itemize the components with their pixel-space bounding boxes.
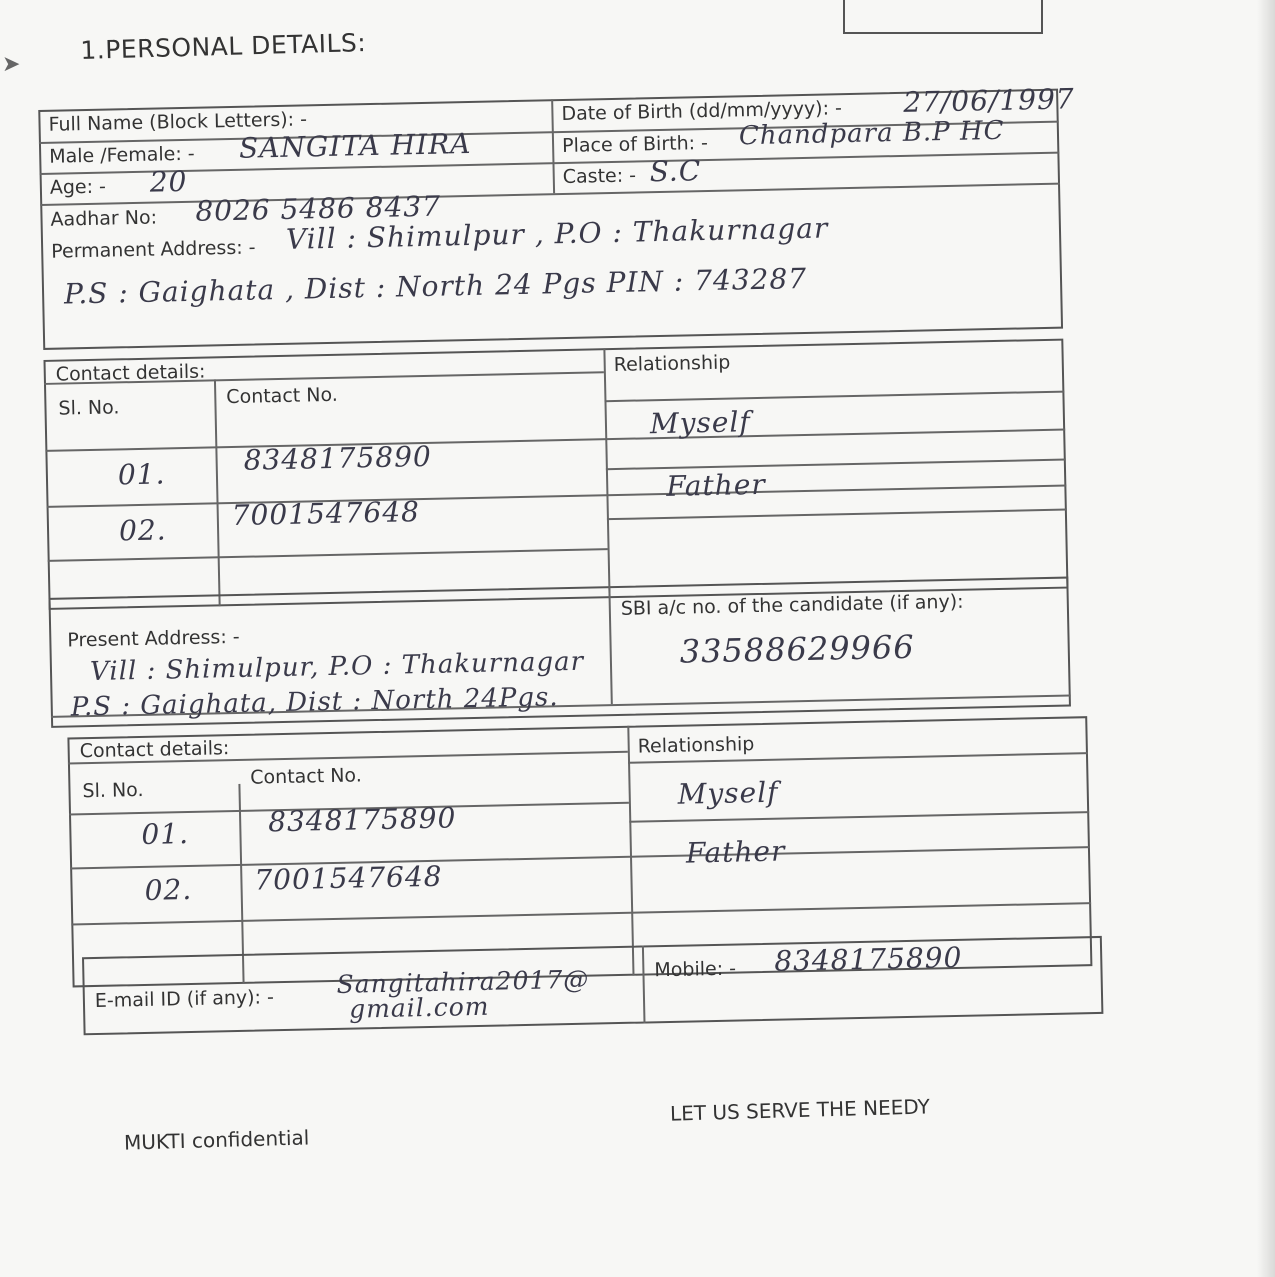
row2-relationship-2: Father	[685, 834, 786, 870]
col-sl-1: Sl. No.	[58, 396, 120, 420]
full-name-label: Full Name (Block Letters): -	[48, 108, 308, 136]
aadhar-label: Aadhar No:	[50, 206, 158, 231]
footer-left: MUKTI confidential	[123, 1125, 310, 1155]
sbi-label: SBI a/c no. of the candidate (if any):	[620, 590, 964, 620]
caste-label: Caste: -	[562, 164, 637, 189]
row1-relationship-2: Myself	[677, 775, 779, 811]
page-edge-shadow	[1257, 0, 1275, 1277]
col-relationship-1: Relationship	[613, 351, 731, 376]
row2-sl: 02.	[118, 513, 167, 548]
perm-address-line2: P.S : Gaighata , Dist : North 24 Pgs PIN : 743287	[63, 261, 808, 311]
email-value-line1: Sangitahira2017@	[336, 964, 590, 999]
personal-details-form	[38, 76, 1103, 1043]
row2-sl-2: 02.	[144, 872, 193, 907]
row1-relationship: Myself	[649, 405, 752, 441]
row1-contact-2: 8348175890	[267, 801, 457, 839]
present-address-line2: P.S : Gaighata, Dist : North 24Pgs.	[70, 682, 559, 723]
age-label: Age: -	[49, 175, 107, 199]
pob-label: Place of Birth: -	[561, 131, 709, 158]
col-contact-1: Contact No.	[226, 383, 339, 409]
row2-contact-2: 7001547648	[254, 859, 443, 897]
dob-value: 27/06/1997	[902, 82, 1075, 119]
present-address-label: Present Address: -	[67, 625, 240, 652]
row1-sl: 01.	[117, 457, 166, 492]
name-value: SANGITA HIRA	[238, 126, 472, 165]
col-sl-2: Sl. No.	[82, 778, 144, 803]
col-relationship-2: Relationship	[637, 733, 755, 758]
row1-sl-2: 01.	[141, 817, 190, 851]
aadhar-value: 8026 5486 8437	[195, 189, 442, 228]
section-title: 1.PERSONAL DETAILS:	[80, 28, 367, 65]
contact-title-2: Contact details:	[79, 737, 230, 763]
perm-address-label: Permanent Address: -	[50, 236, 256, 263]
present-address-line1: Vill : Shimulpur, P.O : Thakurnagar	[89, 646, 585, 688]
pob-value: Chandpara B.P HC	[738, 115, 1005, 152]
photo-box-corner	[843, 0, 1043, 34]
sbi-value: 33588629966	[679, 627, 916, 671]
row2-relationship: Father	[665, 467, 767, 503]
email-value-line2: gmail.com	[348, 991, 490, 1024]
email-label: E-mail ID (if any): -	[94, 986, 275, 1013]
perm-address-line1: Vill : Shimulpur , P.O : Thakurnagar	[285, 211, 829, 256]
age-value: 20	[149, 164, 188, 199]
arrow-mark-icon: ➤	[2, 52, 21, 77]
contact-title-1: Contact details:	[55, 360, 206, 386]
row1-contact: 8348175890	[243, 439, 433, 477]
dob-label: Date of Birth (dd/mm/yyyy): -	[561, 97, 843, 126]
caste-value: S.C	[649, 154, 702, 189]
gender-label: Male /Female: -	[49, 142, 195, 168]
row2-contact: 7001547648	[231, 495, 421, 533]
col-contact-2: Contact No.	[250, 764, 363, 789]
mobile-value: 8348175890	[773, 940, 963, 978]
mobile-label: Mobile: -	[654, 957, 737, 982]
footer-right: LET US SERVE THE NEEDY	[669, 1094, 931, 1126]
